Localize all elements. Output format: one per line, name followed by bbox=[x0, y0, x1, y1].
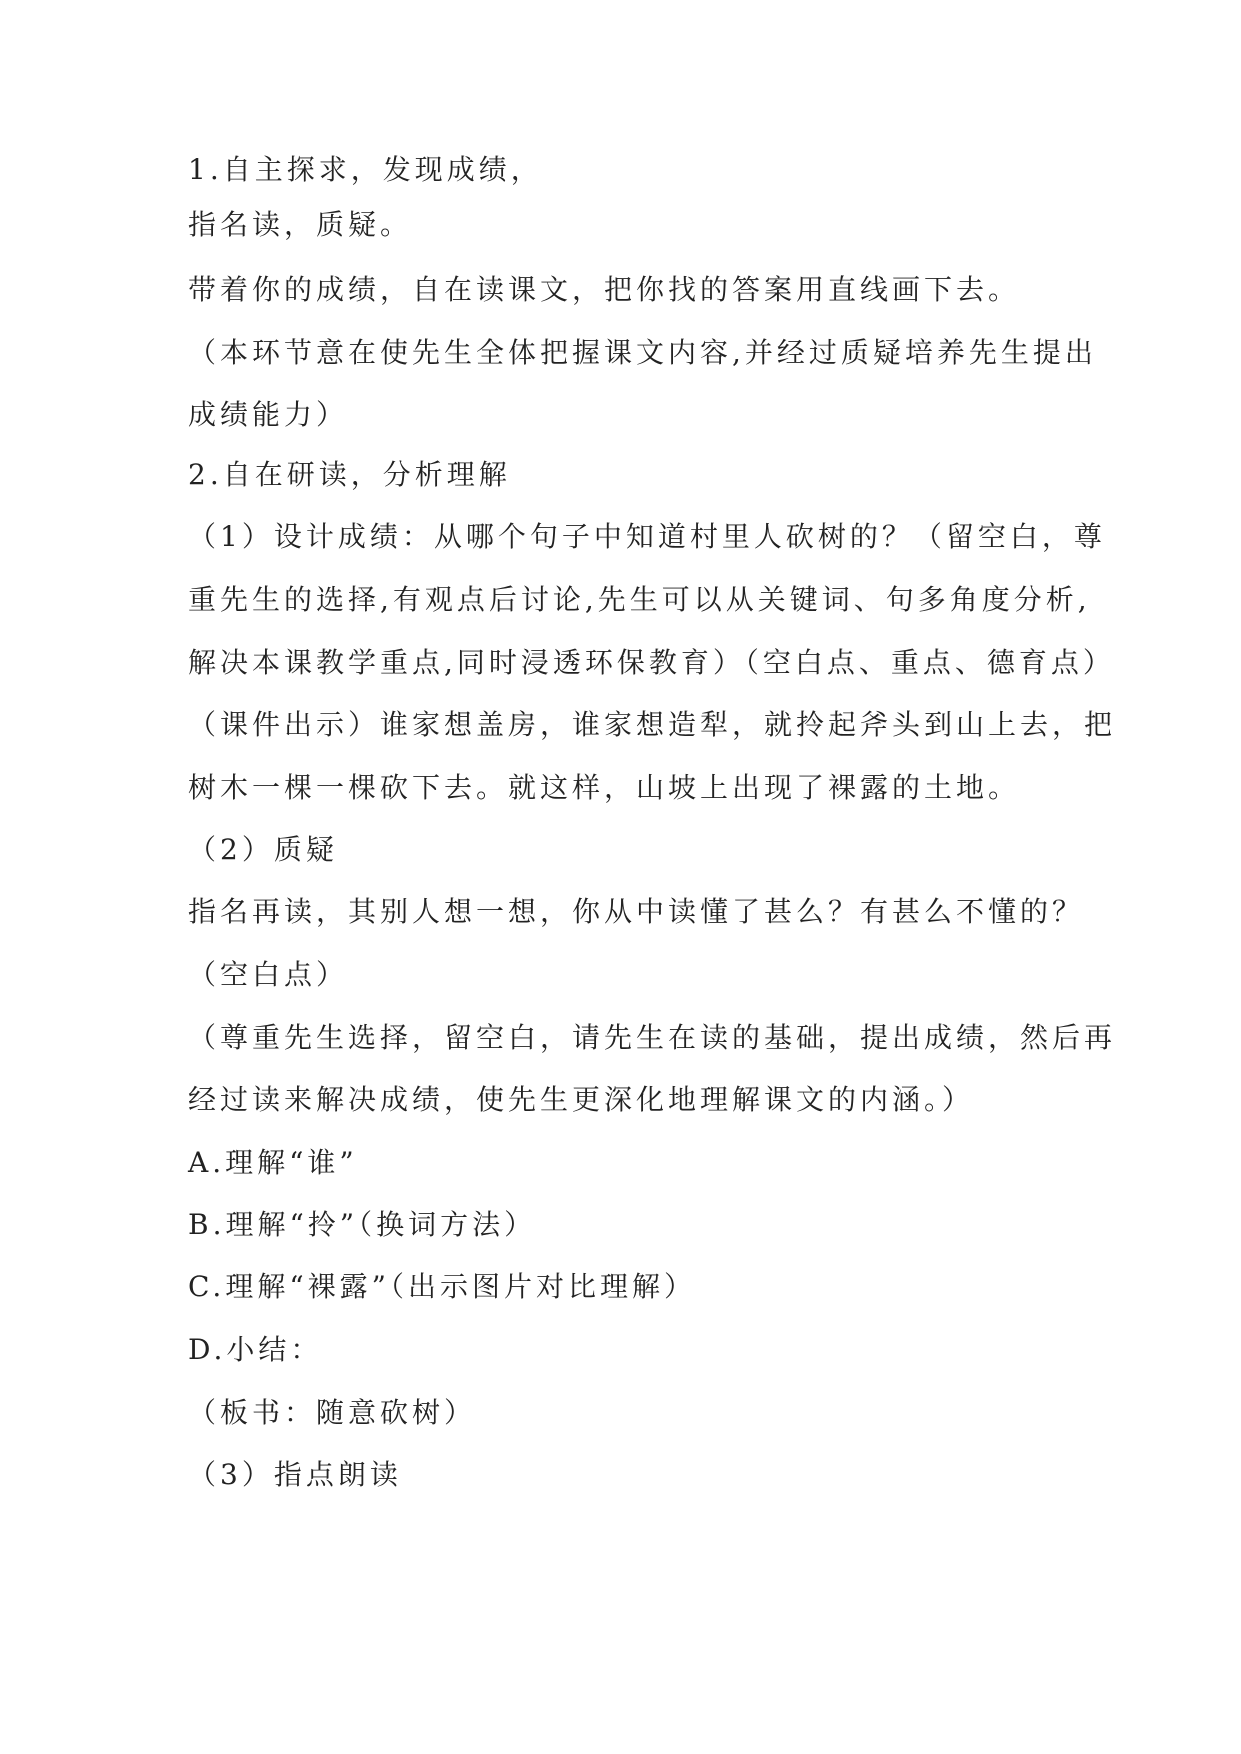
text-line: 树木一棵一棵砍下去。就这样，山坡上出现了裸露的土地。 bbox=[188, 771, 1021, 804]
text-line: A.理解“谁” bbox=[188, 1146, 358, 1179]
text-line: 经过读来解决成绩，使先生更深化地理解课文的内涵。） bbox=[188, 1083, 975, 1116]
text-line: 带着你的成绩，自在读课文，把你找的答案用直线画下去。 bbox=[188, 273, 1021, 306]
text-line: （1）设计成绩：从哪个句子中知道村里人砍树的？（留空白，尊 bbox=[188, 520, 1106, 553]
text-line: 解决本课教学重点,同时浸透环保教育）（空白点、重点、德育点） bbox=[188, 646, 1115, 679]
text-line: D.小结： bbox=[188, 1333, 323, 1366]
text-line: （课件出示）谁家想盖房，谁家想造犁，就拎起斧头到山上去，把 bbox=[188, 708, 1117, 741]
text-line: C.理解“裸露”（出示图片对比理解） bbox=[188, 1270, 696, 1303]
text-line: （板书：随意砍树） bbox=[188, 1396, 477, 1429]
text-line: 指名读，质疑。 bbox=[188, 208, 413, 241]
text-line: B.理解“拎”（换词方法） bbox=[188, 1208, 537, 1241]
text-line: （本环节意在使先生全体把握课文内容,并经过质疑培养先生提出 bbox=[188, 336, 1097, 369]
text-line: 1.自主探求，发现成绩， bbox=[188, 153, 543, 186]
text-line: （空白点） bbox=[188, 958, 349, 991]
text-line: （2）质疑 bbox=[188, 833, 338, 866]
text-line: 成绩能力） bbox=[188, 398, 349, 431]
text-line: 指名再读，其别人想一想，你从中读懂了甚么？有甚么不懂的？ bbox=[188, 895, 1085, 928]
text-line: （3）指点朗读 bbox=[188, 1458, 402, 1491]
text-line: （尊重先生选择，留空白，请先生在读的基础，提出成绩，然后再 bbox=[188, 1021, 1117, 1054]
text-line: 重先生的选择,有观点后讨论,先生可以从关键词、句多角度分析, bbox=[188, 583, 1091, 616]
text-line: 2.自在研读，分析理解 bbox=[188, 458, 511, 491]
